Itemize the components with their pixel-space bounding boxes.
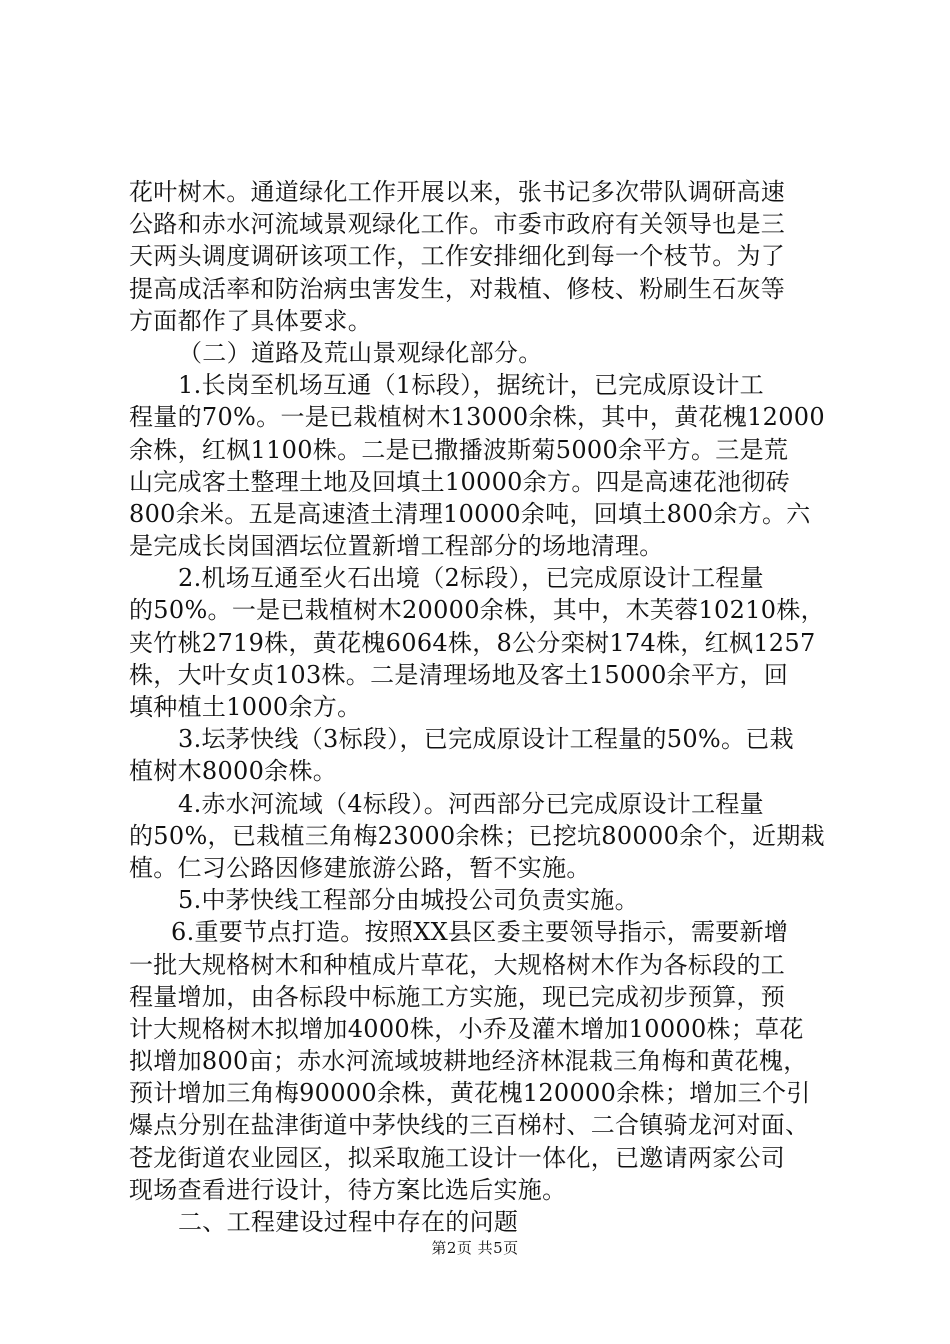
text-line: 是完成长岗国酒坛位置新增工程部分的场地清理。: [129, 532, 664, 561]
text-line: 拟增加800亩；赤水河流域坡耕地经济林混栽三角梅和黄花槐，: [129, 1047, 808, 1076]
text-line: 2.机场互通至火石出境（2标段），已完成原设计工程量: [178, 564, 764, 593]
text-line: 预计增加三角梅90000余株，黄花槐120000余株；增加三个引: [129, 1079, 811, 1108]
text-line: 提高成活率和防治病虫害发生，对栽植、修枝、粉刷生石灰等: [129, 274, 786, 303]
text-line: 800余米。五是高速渣土清理10000余吨，回填土800余方。六: [129, 499, 811, 528]
section-heading: 二、工程建设过程中存在的问题: [178, 1208, 519, 1236]
text-line: 的50%。一是已栽植树木20000余株，其中，木芙蓉10210株，: [129, 596, 825, 625]
text-line: 的50%，已栽植三角梅23000余株；已挖坑80000余个，近期栽: [129, 821, 825, 850]
body-text: [129, 176, 829, 1238]
text-line: 一批大规格树木和种植成片草花，大规格树木作为各标段的工: [129, 950, 786, 979]
text-line: 植树木8000余株。: [129, 757, 338, 786]
text-line: 花叶树木。通道绿化工作开展以来，张书记多次带队调研高速: [129, 178, 786, 206]
text-line: 计大规格树木拟增加4000株，小乔及灌木增加10000株；草花: [129, 1014, 804, 1043]
text-line: 公路和赤水河流域景观绿化工作。市委市政府有关领导也是三: [129, 210, 786, 239]
text-line: 苍龙街道农业园区，拟采取施工设计一体化，已邀请两家公司: [129, 1143, 786, 1172]
text-line: 余株，红枫1100株。二是已撒播波斯菊5000余平方。三是荒: [129, 435, 789, 464]
section-heading: （二）道路及荒山景观绿化部分。: [178, 338, 543, 367]
text-line: 爆点分别在盐津街道中茅快线的三百梯村、二合镇骑龙河对面、: [129, 1111, 810, 1140]
text-line: 株，大叶女贞103株。二是清理场地及客土15000余平方，回: [129, 660, 789, 689]
page-indicator: 第2页 共5页: [431, 1239, 519, 1257]
text-line: 6.重要节点打造。按照XX县区委主要领导指示，需要新增: [171, 918, 789, 947]
text-line: 3.坛茅快线（3标段），已完成原设计工程量的50%。已栽: [178, 725, 794, 754]
text-line: 程量增加，由各标段中标施工方实施，现已完成初步预算，预: [129, 982, 786, 1011]
text-line: 程量的70%。一是已栽植树木13000余株，其中，黄花槐12000: [129, 403, 825, 432]
text-line: 植。仁习公路因修建旅游公路，暂不实施。: [129, 853, 591, 882]
text-line: 4.赤水河流域（4标段）。河西部分已完成原设计工程量: [178, 789, 764, 818]
text-line: 填种植土1000余方。: [129, 693, 362, 721]
text-line: 山完成客土整理土地及回填土10000余方。四是高速花池彻砖: [129, 467, 791, 496]
text-line: 夹竹桃2719株，黄花槐6064株，8公分栾树174株，红枫1257: [129, 628, 816, 657]
text-line: 5.中茅快线工程部分由城投公司负责实施。: [178, 886, 639, 915]
text-line: 1.长岗至机场互通（1标段），据统计，已完成原设计工: [178, 371, 764, 400]
text-line: 天两头调度调研该项工作，工作安排细化到每一个枝节。为了: [129, 242, 786, 271]
text-line: 方面都作了具体要求。: [129, 306, 372, 335]
text-line: 现场查看进行设计，待方案比选后实施。: [129, 1175, 567, 1204]
